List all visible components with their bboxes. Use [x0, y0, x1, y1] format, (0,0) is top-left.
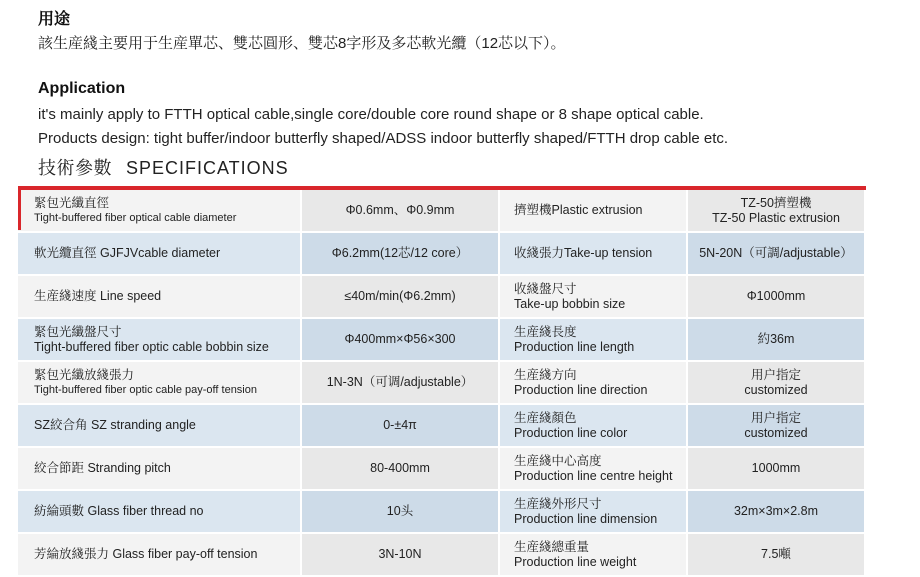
param-value: Φ6.2mm(12芯/12 core） [302, 233, 500, 276]
param-cell-2 [500, 491, 688, 534]
table-row [18, 190, 866, 233]
param-cell-2 [500, 362, 688, 405]
spec-table [18, 190, 866, 577]
spec-table-wrap [18, 186, 866, 577]
param-label-2: 收綫盤尺寸 [514, 281, 577, 296]
param-label-en: Tight-buffered fiber optical cable diameter [34, 211, 237, 224]
param-label-2: 收綫張力Take-up tension [514, 246, 653, 260]
param-value-2-cell [688, 491, 866, 534]
param-value: 10头 [302, 491, 500, 534]
specifications-heading-cn: 技術參數 [38, 158, 112, 178]
param-label-2-en: Production line centre height [514, 468, 673, 483]
param-value-2-en: customized [744, 382, 808, 397]
param-cell-2 [500, 319, 688, 362]
param-value-2: 32m×3m×2.8m [733, 504, 819, 518]
param-label: 緊包光纖直徑 [34, 195, 110, 210]
param-value-2-en: customized [744, 425, 808, 440]
param-label-2-en: Production line weight [514, 554, 637, 569]
param-cell [18, 534, 302, 577]
param-value-2-cell [688, 534, 866, 577]
param-label-2: 生産綫方向 [514, 367, 577, 382]
param-value: ≤40m/min(Φ6.2mm) [302, 276, 500, 319]
param-label: 芳綸放綫張力 Glass fiber pay-off tension [34, 547, 258, 561]
table-row [18, 491, 866, 534]
param-label: 緊包光纖盤尺寸 [34, 324, 122, 339]
param-label: SZ絞合角 SZ stranding angle [34, 418, 196, 432]
param-cell-2 [500, 405, 688, 448]
param-value-2: 1000mm [751, 461, 801, 475]
usage-title: 用途 [38, 11, 71, 28]
application-line-1: it's mainly apply to FTTH optical cable,single core/double core round shape or 8 shape optical cable. [38, 106, 704, 123]
param-value: 0-±4π [302, 405, 500, 448]
table-row [18, 276, 866, 319]
param-cell-2 [500, 534, 688, 577]
table-row [18, 362, 866, 405]
param-cell-2 [500, 190, 688, 233]
param-cell [18, 276, 302, 319]
param-value-2: TZ-50擠塑機 [740, 195, 812, 210]
param-value-2: 用户指定 [750, 367, 801, 382]
param-label: 生産綫速度 Line speed [34, 289, 162, 303]
param-label-en: Tight-buffered fiber optic cable bobbin size [34, 339, 269, 354]
param-cell [18, 448, 302, 491]
param-value-2-cell [688, 319, 866, 362]
specifications-heading-en: SPECIFICATIONS [126, 158, 289, 178]
param-label-2-en: Production line direction [514, 382, 648, 397]
table-row [18, 405, 866, 448]
param-cell-2 [500, 276, 688, 319]
param-label: 軟光纜直徑 GJFJVcable diameter [34, 246, 221, 260]
param-label-2: 生産綫中心高度 [514, 453, 602, 468]
param-value: Φ400mm×Φ56×300 [302, 319, 500, 362]
param-label-2: 擠塑機Plastic extrusion [514, 203, 643, 217]
param-cell [18, 405, 302, 448]
param-value-2-cell [688, 362, 866, 405]
param-label-2-en: Production line dimension [514, 511, 658, 526]
param-label-2: 生産綫總重量 [514, 539, 590, 554]
table-row [18, 448, 866, 491]
param-value-2-cell [688, 233, 866, 276]
application-title: Application [38, 80, 126, 97]
param-value-2: 5N-20N（可調/adjustable） [699, 246, 853, 260]
param-value-2-cell [688, 448, 866, 491]
param-cell [18, 491, 302, 534]
param-value-2-cell [688, 405, 866, 448]
param-cell-2 [500, 448, 688, 491]
param-value-2-cell [688, 190, 866, 233]
param-label: 緊包光纖放綫張力 [34, 367, 135, 382]
application-line-2: Products design: tight buffer/indoor butterfly shaped/ADSS indoor butterfly shaped/FTTH drop cable etc. [38, 130, 729, 147]
param-label-en: Tight-buffered fiber optic cable pay-off tension [34, 383, 257, 396]
param-label-2-en: Take-up bobbin size [514, 296, 626, 311]
param-cell [18, 362, 302, 405]
param-label-2: 生産綫外形尺寸 [514, 496, 602, 511]
param-label-2: 生産綫顏色 [514, 410, 577, 425]
param-cell [18, 190, 302, 233]
table-row [18, 534, 866, 577]
param-value: Φ0.6mm、Φ0.9mm [302, 190, 500, 233]
param-value-2: 用户指定 [750, 410, 801, 425]
param-value: 3N-10N [302, 534, 500, 577]
param-value-2-cell [688, 276, 866, 319]
param-label-2-en: Production line color [514, 425, 628, 440]
param-value-2: 7.5噸 [761, 547, 791, 561]
param-cell [18, 319, 302, 362]
param-label-2: 生産綫長度 [514, 324, 577, 339]
table-left-accent-bar [18, 190, 21, 230]
param-value: 1N-3N（可调/adjustable） [302, 362, 500, 405]
param-cell [18, 233, 302, 276]
param-value-2: Φ1000mm [746, 289, 806, 303]
param-label: 紡綸頭數 Glass fiber thread no [34, 504, 204, 518]
usage-text: 該生産綫主要用于生産單芯、雙芯圓形、雙芯8字形及多芯軟光纜（12芯以下）。 [38, 35, 566, 52]
param-cell-2 [500, 233, 688, 276]
param-value: 80-400mm [302, 448, 500, 491]
param-value-2: 約36m [757, 332, 795, 346]
param-label: 絞合節距 Stranding pitch [34, 461, 171, 475]
param-label-2-en: Production line length [514, 339, 635, 354]
table-row [18, 319, 866, 362]
param-value-2-en: TZ-50 Plastic extrusion [712, 210, 840, 225]
specifications-heading [38, 154, 289, 180]
table-row [18, 233, 866, 276]
